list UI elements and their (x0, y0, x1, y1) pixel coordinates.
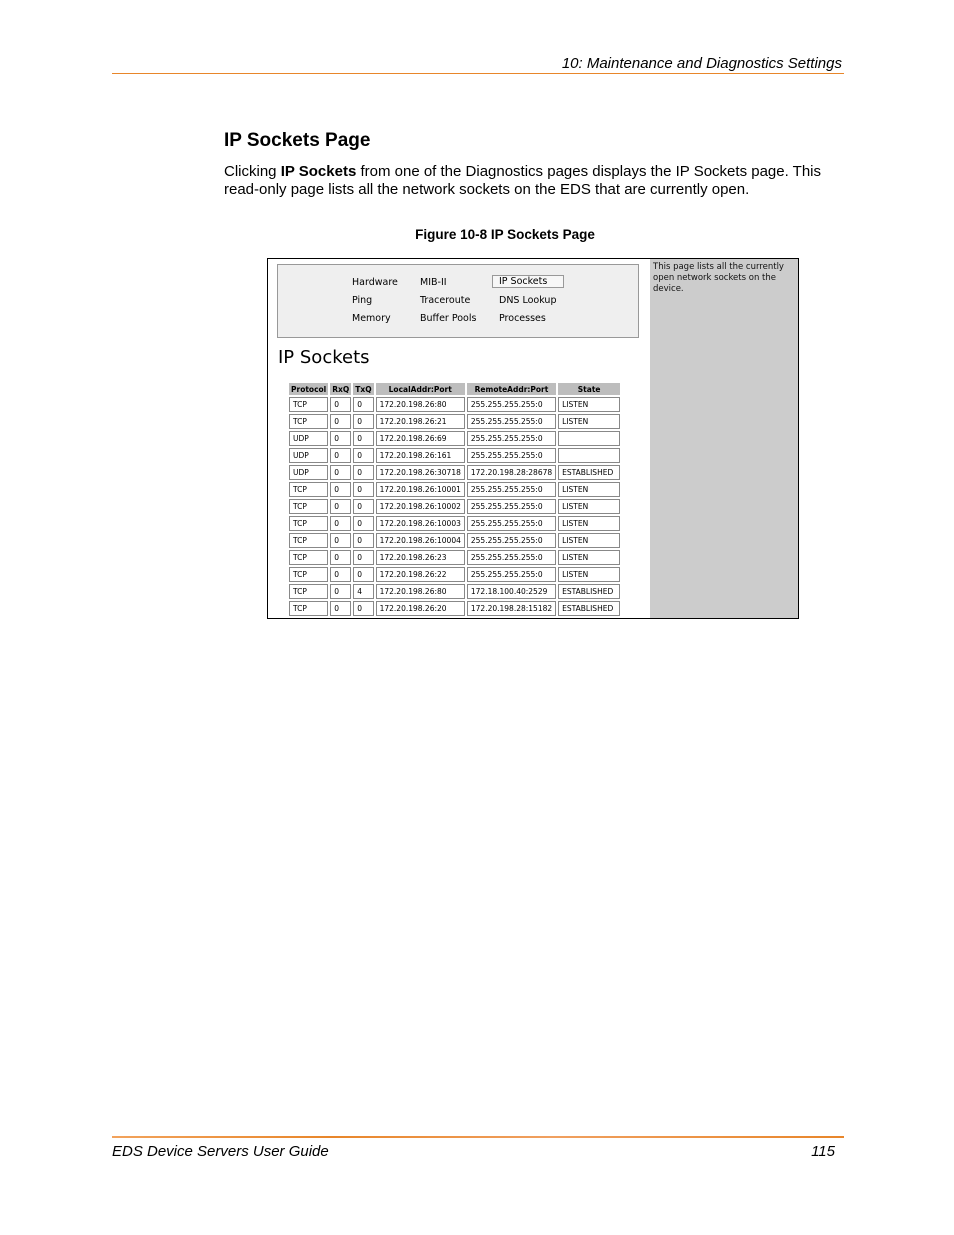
cell-state (558, 448, 620, 463)
cell-rxq: 0 (330, 448, 351, 463)
nav-buffer-pools[interactable]: Buffer Pools (420, 313, 477, 324)
help-panel (650, 259, 798, 618)
cell-protocol: TCP (289, 550, 328, 565)
cell-local-addr: 172.20.198.26:10002 (376, 499, 465, 514)
cell-state: LISTEN (558, 499, 620, 514)
cell-rxq: 0 (330, 516, 351, 531)
nav-traceroute[interactable]: Traceroute (420, 295, 471, 306)
cell-txq: 0 (353, 465, 373, 480)
cell-protocol: TCP (289, 482, 328, 497)
cell-protocol: TCP (289, 397, 328, 412)
cell-txq: 0 (353, 448, 373, 463)
cell-state: ESTABLISHED (558, 601, 620, 616)
nav-mib-ii[interactable]: MIB-II (420, 277, 447, 288)
cell-remote-addr: 255.255.255.255:0 (467, 567, 556, 582)
intro-before: Clicking (224, 163, 281, 180)
cell-local-addr: 172.20.198.26:161 (376, 448, 465, 463)
nav-ip-sockets[interactable]: IP Sockets (492, 275, 564, 288)
table-row (289, 448, 620, 463)
cell-local-addr: 172.20.198.26:23 (376, 550, 465, 565)
cell-rxq: 0 (330, 567, 351, 582)
cell-remote-addr: 255.255.255.255:0 (467, 550, 556, 565)
cell-remote-addr: 255.255.255.255:0 (467, 397, 556, 412)
running-header: 10: Maintenance and Diagnostics Settings (561, 55, 842, 72)
page-number: 115 (811, 1143, 835, 1160)
table-row (289, 397, 620, 412)
cell-txq: 0 (353, 516, 373, 531)
cell-protocol: TCP (289, 533, 328, 548)
cell-txq: 0 (353, 431, 373, 446)
cell-protocol: TCP (289, 601, 328, 616)
col-txq: TxQ (355, 384, 372, 394)
table-row (289, 499, 620, 514)
cell-state (558, 431, 620, 446)
cell-state: LISTEN (558, 482, 620, 497)
col-state: State (558, 383, 620, 395)
cell-txq: 0 (353, 482, 373, 497)
intro-paragraph (224, 163, 844, 199)
cell-local-addr: 172.20.198.26:80 (376, 584, 465, 599)
nav-hardware[interactable]: Hardware (352, 277, 398, 288)
cell-protocol: UDP (289, 465, 328, 480)
cell-state: LISTEN (558, 397, 620, 412)
cell-rxq: 0 (330, 601, 351, 616)
nav-processes[interactable]: Processes (499, 313, 546, 324)
intro-after: from one of the Diagnostics pages displays the IP Sockets page. This read-only page lists all the network sockets on the EDS that are currently open. (224, 163, 822, 198)
cell-txq: 0 (353, 499, 373, 514)
help-text: This page lists all the currently open network sockets on the device. (653, 262, 784, 294)
cell-protocol: TCP (289, 499, 328, 514)
cell-remote-addr: 255.255.255.255:0 (467, 516, 556, 531)
table-row (289, 482, 620, 497)
section-title: IP Sockets Page (224, 130, 371, 151)
cell-protocol: UDP (289, 431, 328, 446)
figure-caption: Figure 10-8 IP Sockets Page (415, 227, 595, 242)
cell-remote-addr: 255.255.255.255:0 (467, 414, 556, 429)
cell-txq: 0 (353, 397, 373, 412)
cell-state: LISTEN (558, 533, 620, 548)
cell-rxq: 0 (330, 414, 351, 429)
cell-protocol: TCP (289, 414, 328, 429)
cell-state: LISTEN (558, 567, 620, 582)
cell-state: LISTEN (558, 550, 620, 565)
cell-remote-addr: 255.255.255.255:0 (467, 448, 556, 463)
cell-state: ESTABLISHED (558, 465, 620, 480)
cell-remote-addr: 255.255.255.255:0 (467, 431, 556, 446)
cell-local-addr: 172.20.198.26:10003 (376, 516, 465, 531)
cell-protocol: TCP (289, 584, 328, 599)
nav-dns-lookup[interactable]: DNS Lookup (499, 295, 557, 306)
cell-remote-addr: 172.18.100.40:2529 (467, 584, 556, 599)
cell-local-addr: 172.20.198.26:20 (376, 601, 465, 616)
figure-screenshot (267, 258, 799, 619)
cell-state: LISTEN (558, 414, 620, 429)
table-row (289, 567, 620, 582)
table-header-row (289, 383, 620, 395)
cell-rxq: 0 (330, 533, 351, 548)
cell-rxq: 0 (330, 465, 351, 480)
table-row (289, 584, 620, 599)
cell-local-addr: 172.20.198.26:80 (376, 397, 465, 412)
col-remote-addr: RemoteAddr:Port (467, 383, 556, 395)
intro-bold: IP Sockets (280, 163, 357, 180)
cell-local-addr: 172.20.198.26:30718 (376, 465, 465, 480)
cell-protocol: UDP (289, 448, 328, 463)
cell-protocol: TCP (289, 516, 328, 531)
table-row (289, 550, 620, 565)
col-rxq: RxQ (332, 384, 350, 394)
cell-remote-addr: 255.255.255.255:0 (467, 482, 556, 497)
table-row (289, 431, 620, 446)
cell-remote-addr: 172.20.198.28:28678 (467, 465, 556, 480)
header-rule (112, 73, 844, 74)
cell-state: LISTEN (558, 516, 620, 531)
cell-txq: 0 (353, 533, 373, 548)
cell-local-addr: 172.20.198.26:10001 (376, 482, 465, 497)
cell-txq: 0 (353, 550, 373, 565)
cell-local-addr: 172.20.198.26:21 (376, 414, 465, 429)
table-row (289, 516, 620, 531)
cell-rxq: 0 (330, 482, 351, 497)
cell-txq: 0 (353, 414, 373, 429)
cell-rxq: 0 (330, 584, 351, 599)
col-protocol: Protocol (291, 384, 327, 394)
table-row (289, 414, 620, 429)
table-row (289, 601, 620, 616)
cell-local-addr: 172.20.198.26:22 (376, 567, 465, 582)
cell-txq: 0 (353, 601, 373, 616)
footer-guide-title: EDS Device Servers User Guide (112, 1143, 329, 1160)
cell-rxq: 0 (330, 550, 351, 565)
cell-remote-addr: 172.20.198.28:15182 (467, 601, 556, 616)
cell-rxq: 0 (330, 431, 351, 446)
nav-memory[interactable]: Memory (352, 313, 391, 324)
cell-remote-addr: 255.255.255.255:0 (467, 533, 556, 548)
diagnostics-nav (277, 264, 639, 338)
page-title: IP Sockets (278, 347, 370, 368)
nav-ping[interactable]: Ping (352, 295, 373, 306)
table-row (289, 533, 620, 548)
col-local-addr: LocalAddr:Port (376, 383, 465, 395)
cell-state: ESTABLISHED (558, 584, 620, 599)
footer-rule (112, 1136, 844, 1138)
cell-txq: 4 (353, 584, 373, 599)
cell-rxq: 0 (330, 397, 351, 412)
table-row (289, 465, 620, 480)
cell-txq: 0 (353, 567, 373, 582)
cell-rxq: 0 (330, 499, 351, 514)
cell-local-addr: 172.20.198.26:10004 (376, 533, 465, 548)
cell-remote-addr: 255.255.255.255:0 (467, 499, 556, 514)
cell-local-addr: 172.20.198.26:69 (376, 431, 465, 446)
sockets-table (287, 381, 622, 618)
cell-protocol: TCP (289, 567, 328, 582)
